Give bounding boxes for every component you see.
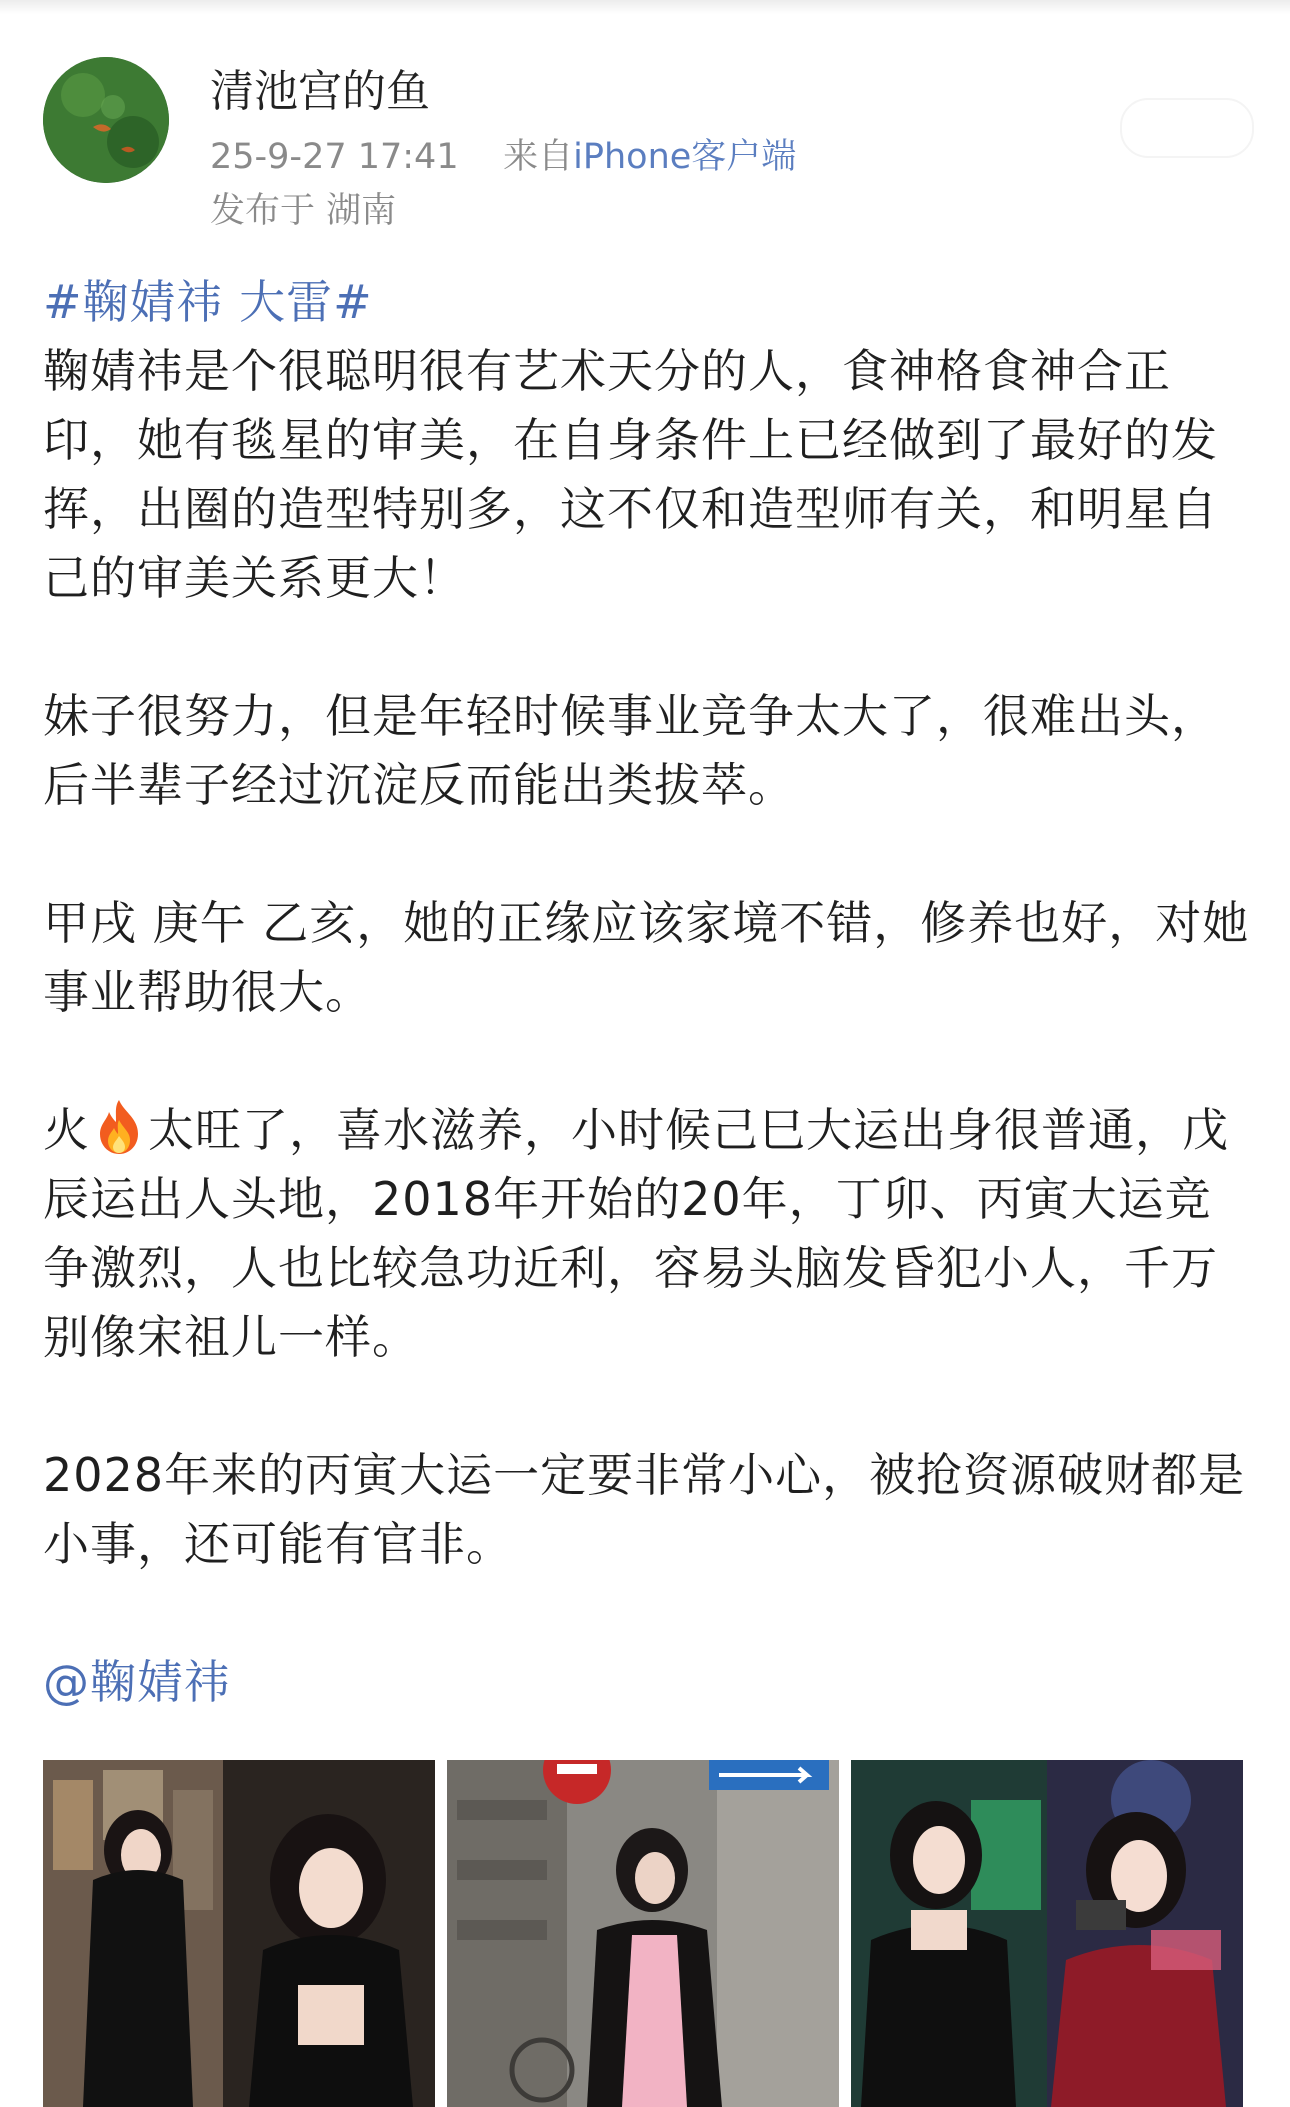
photo-thumbnail-1[interactable] — [43, 1760, 435, 2107]
post-meta — [210, 134, 796, 180]
post-source[interactable]: iPhone客户端 — [573, 137, 797, 177]
paragraph-4-rest: 太旺了，喜水滋养，小时候己巳大运出身很普通，戊辰运出人头地，2018年开始的20年，丁卯、丙寅大运竞争激烈，人也比较急功近利，容易头脑发昏犯小人，千万别像宋祖儿一样。 — [43, 1103, 1229, 1364]
photo-thumbnail-3[interactable] — [851, 1760, 1243, 2107]
paragraph-4 — [43, 1096, 1253, 1372]
hashtag-link[interactable]: #鞠婧祎 大雷# — [43, 275, 373, 329]
post-location: 发布于 湖南 — [210, 191, 397, 231]
author-name[interactable]: 清池宫的鱼 — [210, 66, 430, 117]
source-prefix: 来自 — [503, 137, 574, 177]
paragraph-4-start: 火 — [43, 1103, 90, 1157]
fire-emoji-icon — [94, 1098, 144, 1156]
paragraph-1: 鞠婧祎是个很聪明很有艺术天分的人，食神格食神合正印，她有毯星的审美，在自身条件上已经做到了最好的发挥，出圈的造型特别多，这不仅和造型师有关，和明星自己的审美关系更大！ — [43, 344, 1218, 605]
paragraph-3: 甲戌 庚午 乙亥，她的正缘应该家境不错，修养也好，对她事业帮助很大。 — [43, 896, 1250, 1019]
photo-grid — [43, 1760, 1247, 2107]
follow-button[interactable] — [1120, 98, 1254, 158]
mention-link[interactable]: @鞠婧祎 — [43, 1655, 231, 1709]
photo-thumbnail-2[interactable] — [447, 1760, 839, 2107]
avatar[interactable] — [43, 57, 169, 183]
paragraph-5: 2028年来的丙寅大运一定要非常小心，被抢资源破财都是小事，还可能有官非。 — [43, 1448, 1246, 1571]
paragraph-2: 妹子很努力，但是年轻时候事业竞争太大了，很难出头，后半辈子经过沉淀反而能出类拔萃。 — [43, 689, 1218, 812]
post-timestamp: 25-9-27 17:41 — [210, 137, 459, 177]
post-content — [43, 268, 1253, 1717]
avatar-image — [43, 57, 169, 183]
